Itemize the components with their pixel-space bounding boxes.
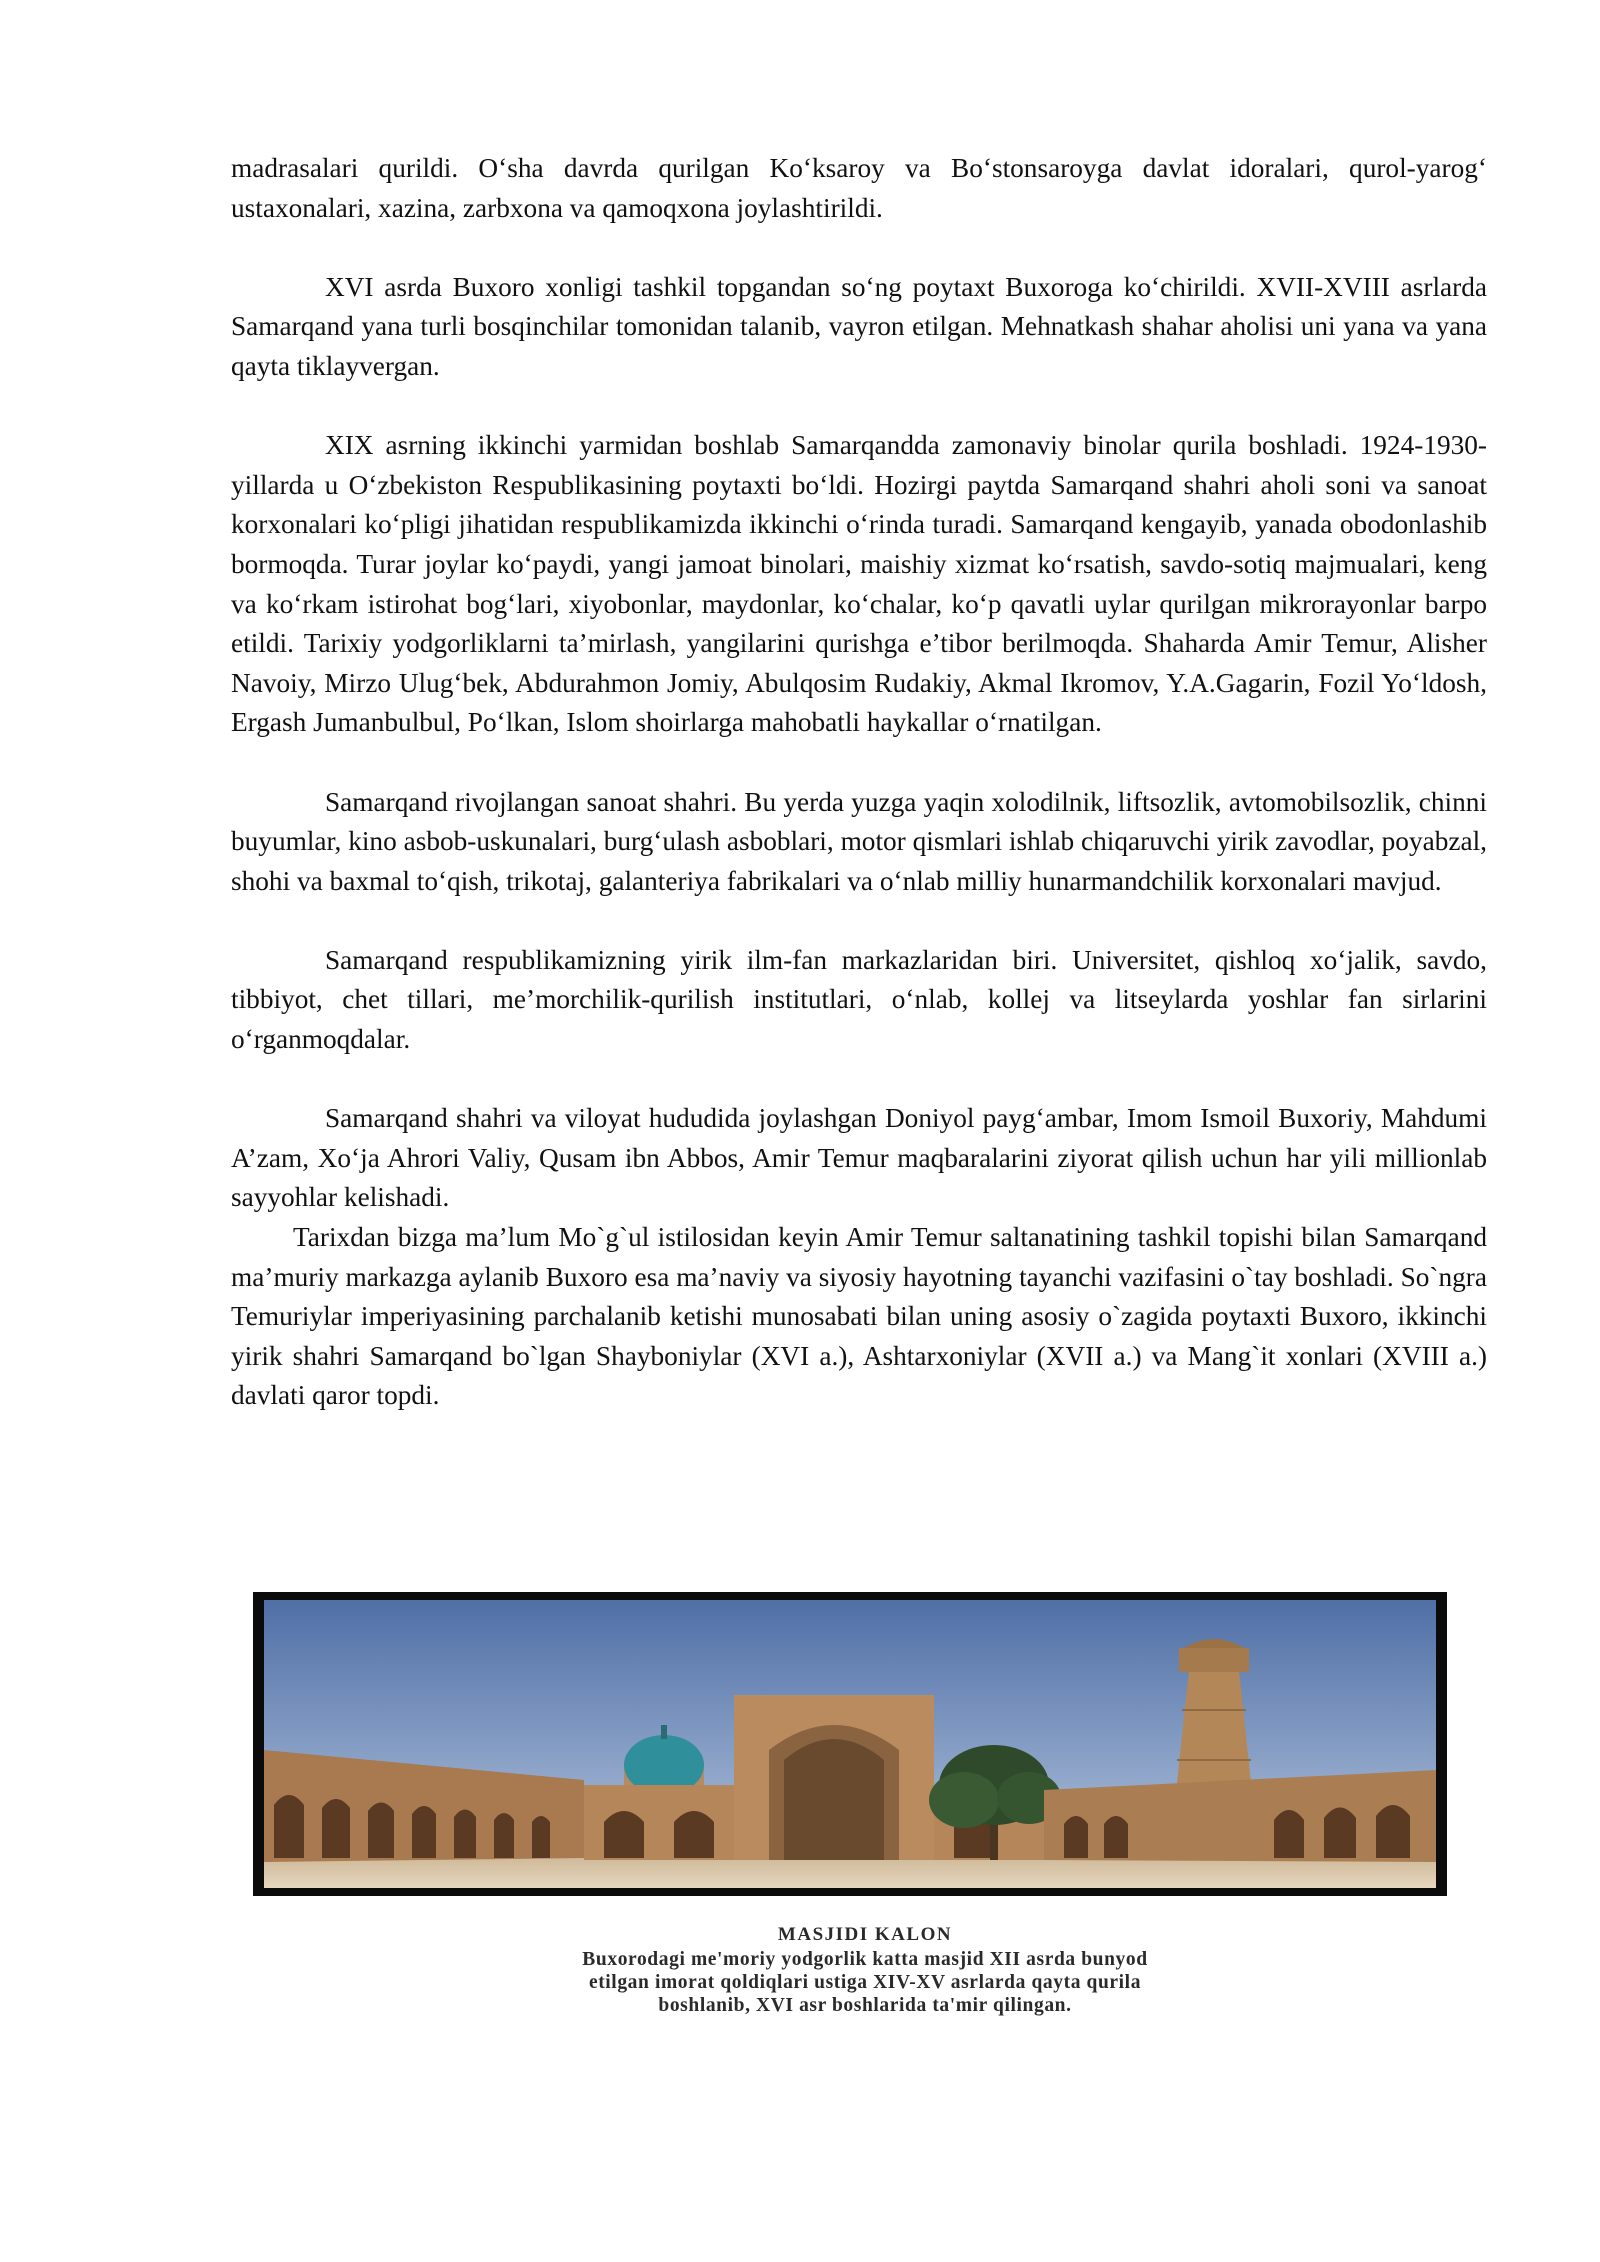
figure-caption	[340, 1922, 1390, 2017]
paragraph-7: Tarixdan bizga ma’lum Mo`g`ul istilosidan keyin Amir Temur saltanatining tashkil topishi bilan Samarqand ma’muriy markazga aylanib Buxoro esa ma’naviy va siyosiy hayotning tayanchi vazifasini o`tay boshladi. So`ngra Temuriylar imperiyasining parchalanib ketishi munosabati bilan uning asosiy o`zagida poytaxti Buxoro, ikkinchi yirik shahri Samarqand bo`lgan Shayboniylar (XVI a.), Ashtarxoniylar (XVII a.) va Mang`it xonlari (XVIII a.) davlati qaror topdi.	[231, 1222, 1487, 1411]
paragraph-5: Samarqand respublikamizning yirik ilm-fan markazlaridan biri. Universitet, qishloq xo‘jalik, savdo, tibbiyot, chet tillari, me’morchilik-qurilish institutlari, o‘nlab, kollej va litseylarda yoshlar fan sirlarini o‘rganmoqdalar.	[231, 944, 1487, 1055]
caption-line-1: Buxorodagi me'moriy yodgorlik katta masjid XII asrda bunyod	[582, 1949, 1148, 1970]
body-text	[231, 149, 1487, 1416]
paragraph-2: XVI asrda Buxoro xonligi tashkil topgandan so‘ng poytaxt Buxoroga ko‘chirildi. XVII-XVIII asrlarda Samarqand yana turli bosqinchilar tomonidan talanib, vayron etilgan. Mehnatkash shahar aholisi uni yana va yana qayta tiklayvergan.	[231, 271, 1487, 381]
caption-line-2: etilgan imorat qoldiqlari ustiga XIV-XV asrlarda qayta qurila	[588, 1972, 1142, 1993]
masjidi-kalon-photo	[253, 1592, 1447, 1896]
paragraph-4: Samarqand rivojlangan sanoat shahri. Bu yerda yuzga yaqin xolodilnik, liftsozlik, avtomobilsozlik, chinni buyumlar, kino asbob-uskunalari, burg‘ulash asboblari, motor qismlari ishlab chiqaruvchi yirik zavodlar, poyabzal, shohi va baxmal to‘qish, trikotaj, galanteriya fabrikalari va o‘nlab milliy hunarmandchilik korxonalari mavjud.	[231, 786, 1487, 896]
caption-title: MASJIDI KALON	[777, 1924, 953, 1945]
mosque-courtyard-illustration	[264, 1600, 1436, 1888]
caption-line-3: boshlanib, XVI asr boshlarida ta'mir qilingan.	[658, 1995, 1072, 2016]
paragraph-1: madrasalari qurildi. O‘sha davrda qurilgan Ko‘ksaroy va Bo‘stonsaroyga davlat idoralari, qurol-yarog‘ ustaxonalari, xazina, zarbxona va qamoqxona joylashtirildi.	[231, 153, 1487, 223]
paragraph-3: XIX asrning ikkinchi yarmidan boshlab Samarqandda zamonaviy binolar qurila boshladi. 1924-1930-yillarda u O‘zbekiston Respublikasining poytaxti bo‘ldi. Hozirgi paytda Samarqand shahri aholi soni va sanoat korxonalari ko‘pligi jihatidan respublikamizda ikkinchi o‘rinda turadi. Samarqand kengayib, yanada obodonlashib bormoqda. Turar joylar ko‘paydi, yangi jamoat binolari, maishiy xizmat ko‘rsatish, savdo-sotiq majmualari, keng va ko‘rkam istirohat bog‘lari, xiyobonlar, maydonlar, ko‘chalar, ko‘p qavatli uylar qurilgan mikrorayonlar barpo etildi. Tarixiy yodgorliklarni ta’mirlash, yangilarini qurishga e’tibor berilmoqda. Shaharda Amir Temur, Alisher Navoiy, Mirzo Ulug‘bek, Abdurahmon Jomiy, Abulqosim Rudakiy, Akmal Ikromov, Y.A.Gagarin, Fozil Yo‘ldosh, Ergash Jumanbulbul, Po‘lkan, Islom shoirlarga mahobatli haykallar o‘rnatilgan.	[231, 430, 1487, 738]
paragraph-6: Samarqand shahri va viloyat hududida joylashgan Doniyol payg‘ambar, Imom Ismoil Buxoriy, Mahdumi A’zam, Xo‘ja Ahrori Valiy, Qusam ibn Abbos, Amir Temur maqbaralarini ziyorat qilish uchun har yili millionlab sayyohlar kelishadi.	[231, 1103, 1487, 1213]
